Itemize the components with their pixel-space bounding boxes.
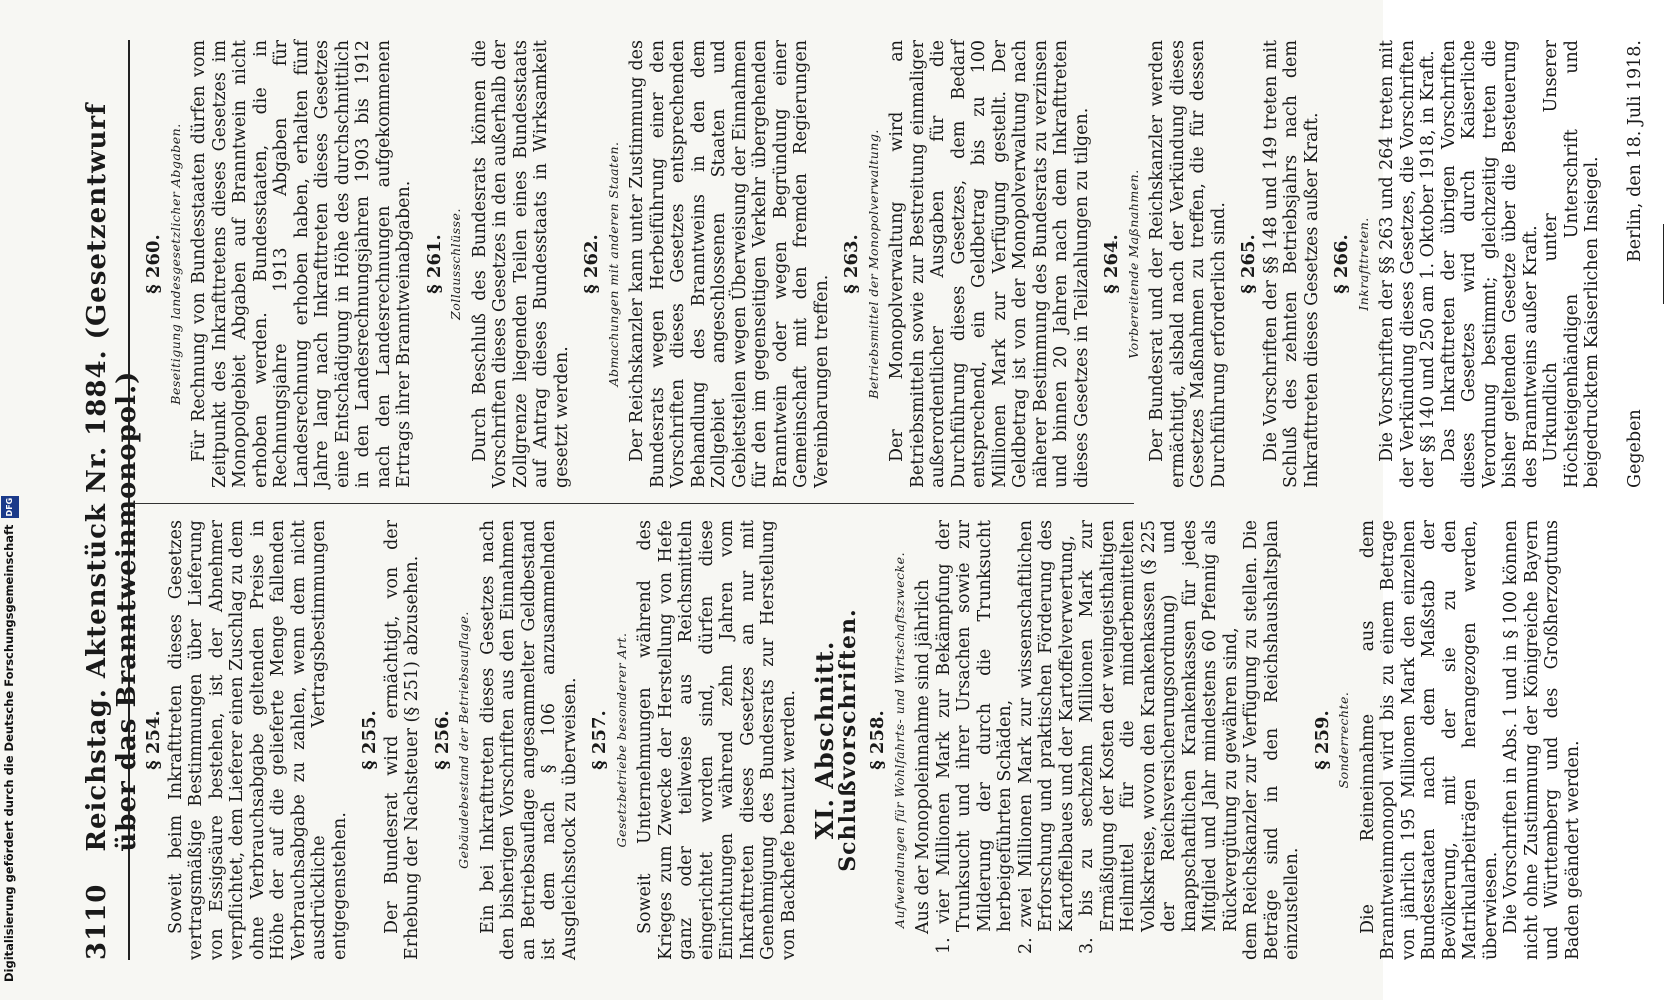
section-text: Der Monopolverwaltung wird an Betriebsmitteln sowie zur Bestreitung einmaliger außerordentlicher Ausgaben für die Durchführung dieses Gesetzes, dem Bedarf entsprechend, ein Geldbetrag bis zu 100 Millionen Mark zur Verfügung gestellt. Der Geldbetrag ist von der Monopolverwaltung nach näherer Bestimmung des Bundesrats zu verzinsen und binnen 20 Jahren nach dem Inkrafttreten dieses Gesetzes in Teilzahlungen zu tilgen. [887,40,1092,488]
section-heading: § 260. [143,234,164,294]
section-text: Die Vorschriften der §§ 148 und 149 treten mit Schluß des zehnten Betriebsjahrs nach dem Inkrafttreten dieses Gesetzes außer Kraft. [1260,40,1322,488]
header-rule [128,40,130,960]
section-subtitle: Vorbereitende Maßnahmen. [1125,169,1141,359]
section-heading: § 257. [589,710,610,770]
section-text: Die Vorschriften in Abs. 1 und in § 100 können nicht ohne Zustimmung der Königreiche Bayern und Württemberg und des Großherzogtums Baden geändert werden. [1501,520,1583,960]
list-item-text: vier Millionen Mark zur Bekämpfung der Trunksucht und ihrer Ursachen sowie zur Milderung der durch die Trunksucht herbeigeführten Schäden, [933,520,1015,932]
part-title: Schlußvorschriften. [834,608,861,872]
section-text: Das Inkrafttreten der übrigen Vorschriften dieses Gesetzes wird durch Kaiserliche Verordnung bestimmt; gleichzeitig treten die bisher geltenden Gesetze über die Besteuerung des Branntweins außer Kraft. [1438,40,1541,488]
section-subtitle: Betriebsmittel der Monopolverwaltung. [865,129,881,399]
section-text: dem Reichskanzler zur Verfügung zu stellen. Die Beträge sind in den Reichshaushaltsplan einzustellen. [1241,520,1302,960]
digitization-note-text [0,0,18,1000]
section-heading: § 254. [143,710,164,770]
section-subtitle: Abmachungen mit anderen Staaten. [605,141,621,387]
list-item-text: bis zu sechzehn Millionen Mark zur Ermäßigung der Kosten der weingeisthaltigen Heilmittel für die minderbemittelten Volkskreise, wovon den Krankenkassen (§ 225 der Reichsversicherungsordnung) und knappschaftlichen Krankenkassen für jedes Mitglied und Jahr mindestens 60 Pfennig als Rückvergütung zu gewähren sind, [1077,520,1241,932]
list-item-text: zwei Millionen Mark zur wissenschaftlichen Erforschung und praktischen Förderung des Kartoffelbaues und der Kartoffelverwertung, [1015,520,1077,932]
section-text: Der Bundesrat wird ermächtigt, von der Erhebung der Nachsteuer (§ 251) abzusehen. [381,520,422,960]
right-column [134,40,1664,488]
section-text: Soweit Unternehmungen während des Krieges zum Zwecke der Herstellung von Hefe ganz oder teilweise aus Reichsmitteln eingerichtet worden sind, dürfen diese Einrichtungen während zehn Jahren vom Inkrafttreten dieses Gesetzes an nur mit Genehmigung des Bundesrats zur Herstellung von Backhefe benutzt werden. [635,520,799,960]
section-heading: § 255. [359,710,380,770]
list-item-number: 3. [1077,937,1097,954]
digitization-note-label: Digitalisierung gefördert durch die Deutsche Forschungsgemeinschaft [2,524,16,982]
signoff [1625,40,1646,488]
section-heading: § 256. [431,710,453,770]
section-heading: § 261. [423,234,445,294]
section-subtitle: Zollausschlüsse. [448,208,463,320]
section-subtitle: Aufwendungen für Wohlfahrts- und Wirtschaftszwecke. [891,551,907,929]
section-heading: § 262. [581,234,602,294]
column-separator [134,503,1134,504]
section-text: Durch Beschluß des Bundesrats können die Vorschriften dieses Gesetzes in den außerhalb der Zollgrenze liegenden Teilen eines Bundesstaats auf Antrag dieses Bundesstaats in Wirksamkeit gesetzt werden. [469,40,572,488]
part-heading: XI. Abschnitt. [810,640,839,840]
section-heading: § 264. [1101,234,1122,294]
signoff-given: Gegeben [1624,409,1645,488]
section-subtitle: Gebäudebestand der Betriebsauflage. [456,611,471,869]
section-text: Für Rechnung von Bundesstaaten dürfen vom Zeitpunkt des Inkrafttretens dieses Gesetzes im Monopolgebiet Abgaben auf Branntwein nicht erhoben werden. Bundesstaaten, die in Rechnungsjahre 1913 Abgaben für Landesrechnung erhoben haben, erhalten fünf Jahre lang nach Inkrafttreten dieses Gesetzes eine Entschädigung in Höhe des durchschnittlich in den Landesrechnungsjahren 1903 bis 1912 nach den Landesrechnungen aufgekommenen Ertrags ihrer Branntweinabgaben. [189,40,414,488]
section-text: Soweit beim Inkrafttreten dieses Gesetzes vertragsmäßige Bestimmungen über Lieferung von Essigsäure bestehen, ist der Abnehmer verpflichtet, dem Lieferer einen Zuschlag zu dem ohne Verbrauchsabgabe geltenden Preise in Höhe der auf die gelieferte Menge fallenden Verbrauchsabgabe zu zahlen, wenn dem nicht ausdrückliche Vertragsbestimmungen entgegenstehen. [165,520,350,960]
section-heading: § 258. [867,710,888,770]
section-heading: § 265. [1238,234,1259,294]
section-heading: § 266. [1331,234,1352,294]
page-header [82,40,142,960]
list-item [934,520,1016,960]
section-heading: § 259. [1311,710,1333,770]
section-subtitle: Gesetzbetriebe besonderer Art. [613,632,629,848]
list-item [1016,520,1078,960]
list-item [1077,520,1241,960]
section-text: Ein bei Inkrafttreten dieses Gesetzes nach den bisherigen Vorschriften aus den Einnahmen an Betriebsauflage angesammelter Geldbestand ist dem nach § 106 anzusammelnden Ausgleichsstock zu überweisen. [477,520,580,960]
digitization-note [0,0,18,1000]
list-item-number: 1. [933,937,954,954]
signoff-place-date: Berlin, den 18. Juli 1918. [1624,40,1645,263]
section-text: Urkundlich unter Unserer Höchsteigenhändigen Unterschrift und beigedrucktem Kaiserlichen Insiegel. [1541,40,1602,488]
dfg-logo: DFG [1,496,19,519]
page-number: 3110 [82,883,112,960]
section-text: Aus der Monopoleinnahme sind jährlich [913,579,933,934]
section-text: Der Bundesrat und der Reichskanzler werden ermächtigt, alsbald nach der Verkündung dieses Gesetzes Maßnahmen zu treffen, die für dessen Durchführung erforderlich sind. [1147,40,1229,488]
section-text: Der Reichskanzler kann unter Zustimmung des Bundesrats wegen Herbeiführung einer den Vorschriften dieses Gesetzes entsprechenden Behandlung des Branntweins in den dem Zollgebiet angeschlossenen Staaten und Gebietsteilen wegen Überweisung der Einnahmen für den im gegenseitigen Verkehr übergehenden Branntwein oder wegen Begründung einer Gemeinschaft mit den fremden Regierungen Vereinbarungen treffen. [627,40,832,488]
section-text: Die Vorschriften der §§ 263 und 264 treten mit der Verkündung dieses Gesetzes, die Vorschriften der §§ 140 und 250 am 1. Oktober 1918, in Kraft. [1377,40,1438,488]
section-subtitle: Sonderrechte. [1336,691,1351,789]
list-item-number: 2. [1015,937,1036,954]
section-subtitle: Beseitigung landesgesetzlicher Abgaben. [167,123,183,405]
section-text: Die Reineinnahme aus dem Branntweinmonopol wird bis zu einem Betrage von jährlich 195 Millionen Mark den einzelnen Bundesstaaten nach dem Maßstab der Bevölkerung, mit der sie zu den Matrikularbeiträgen herangezogen werden, überwiesen. [1357,520,1501,960]
section-subtitle: Inkrafttreten. [1355,217,1371,311]
section-heading: § 263. [841,234,862,294]
left-column [134,520,1583,960]
page-title: Reichstag. Aktenstück Nr. 1884. (Gesetzentwurf über das Branntweinmonopol.) [82,102,142,852]
